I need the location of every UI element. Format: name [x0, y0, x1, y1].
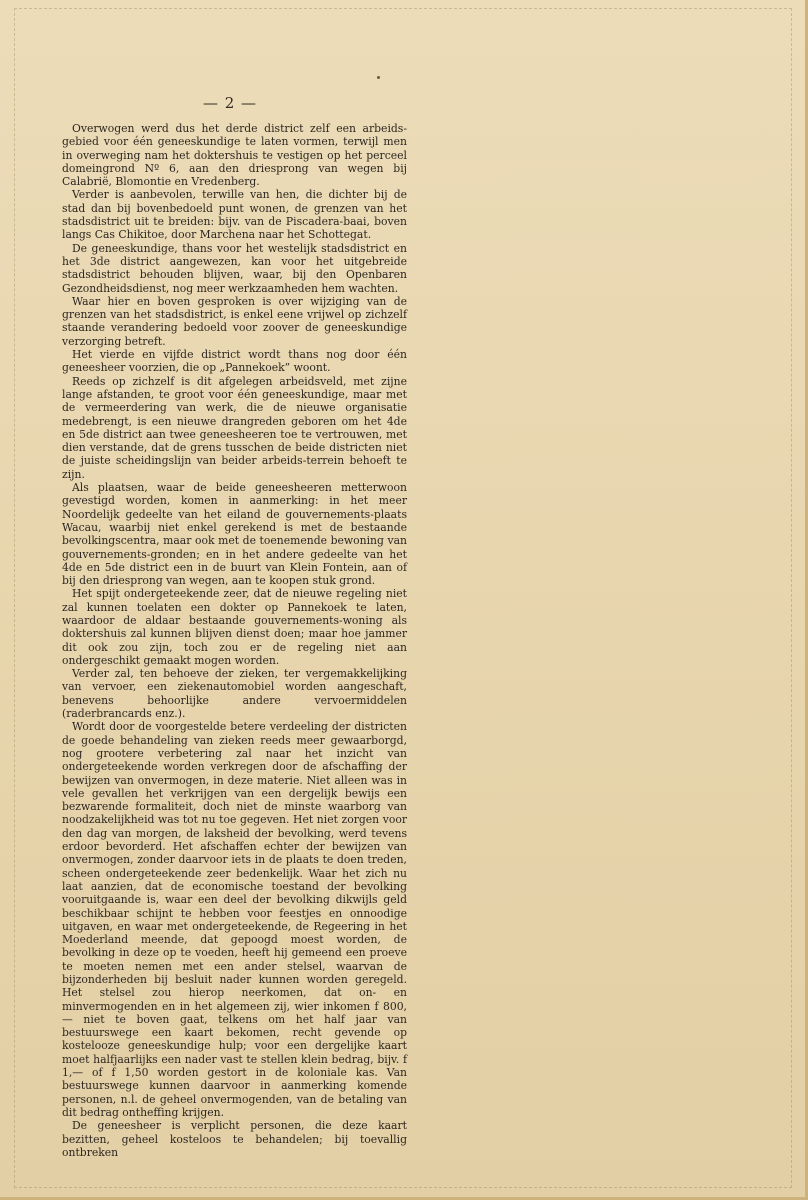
paragraph: Het vierde en vijfde district wordt thans nog door één geneesheer voorzien, die op „Pannekoek” woont.	[62, 348, 407, 375]
paragraph: Het spijt ondergeteekende zeer, dat de nieuwe regeling niet zal kunnen toelaten een dokter op Pannekoek te laten, waardoor de aldaar bestaande gouvernements-woning als doktershuis zal kunnen blijven dienst doen; maar hoe jammer dit ook zou zijn, toch zou er de regeling niet aan ondergeschikt gemaakt mogen worden.	[62, 587, 407, 667]
paragraph: De geneesheer is verplicht personen, die deze kaart bezitten, geheel kosteloos te behandelen; bij toevallig ontbreken	[62, 1119, 407, 1159]
paper-speck	[377, 76, 380, 79]
page-number: — 2 —	[202, 94, 258, 112]
paragraph: Overwogen werd dus het derde district zelf een arbeids-gebied voor één geneeskundige te laten vormen, terwijl men in overweging nam het doktershuis te vestigen op het perceel domeingrond Nº 6, aan den driesprong van wegen bij Calabrië, Blomontie en Vredenberg.	[62, 122, 407, 189]
paragraph: Reeds op zichzelf is dit afgelegen arbeidsveld, met zijne lange afstanden, te groot voor één geneeskundige, maar met de vermeerdering van werk, die de nieuwe organisatie medebrengt, is een nieuwe drangreden geboren om het 4de en 5de district aan twee geneesheeren toe te vertrouwen, met dien verstande, dat de grens tusschen de beide districten niet de juiste scheidingslijn van beider arbeids-terrein behoeft te zijn.	[62, 374, 407, 481]
body-text	[62, 122, 407, 1159]
paragraph: De geneeskundige, thans voor het westelijk stadsdistrict en het 3de district aangewezen, kan voor het uitgebreide stadsdistrict behouden blijven, waar, bij den Openbaren Gezondheidsdienst, nog meer werkzaamheden hem wachten.	[62, 241, 407, 295]
paragraph: Wordt door de voorgestelde betere verdeeling der districten de goede behandeling van zieken reeds meer gewaarborgd, nog grootere verbetering zal naar het inzicht van ondergeteekende worden verkregen door de afschaffing der bewijzen van onvermogen, in deze materie. Niet alleen was in vele gevallen het verkrijgen van een dergelijk bewijs een bezwarende formaliteit, doch niet de minste waarborg van noodzakelijkheid was tot nu toe gegeven. Het niet zorgen voor den dag van morgen, de laksheid der bevolking, werd tevens erdoor bevorderd. Het afschaffen echter der bewijzen van onvermogen, zonder daarvoor iets in de plaats te doen treden, scheen ondergeteekende zeer bedenkelijk. Waar het zich nu laat aanzien, dat de economische toestand der bevolking vooruitgaande is, waar een deel der bevolking dikwijls geld beschikbaar schijnt te hebben voor feestjes en onnoodige uitgaven, en waar met ondergeteekende, de Regeering in het Moederland meende, dat gepoogd moest worden, de bevolking in deze op te voeden, heeft hij gemeend een proeve te moeten nemen met een ander stelsel, waarvan de bijzonderheden bij besluit nader kunnen worden geregeld. Het stelsel zou hierop neerkomen, dat on- en minvermogenden en in het algemeen zij, wier inkomen f 800,— niet te boven gaat, telkens om het half jaar van bestuurswege een kaart bekomen, recht gevende op kostelooze geneeskundige hulp; voor een dergelijke kaart moet halfjaarlijks een nader vast te stellen klein bedrag, bijv. f 1,— of f 1,50 worden gestort in de koloniale kas. Van bestuurswege kunnen daarvoor in aanmerking komende personen, n.l. de geheel onvermogenden, van de betaling van dit bedrag ontheffing krijgen.	[62, 720, 407, 1119]
paragraph: Waar hier en boven gesproken is over wijziging van de grenzen van het stadsdistrict, is enkel eene vrijwel op zichzelf staande verandering bedoeld voor zoover de geneeskundige verzorging betreft.	[62, 294, 407, 348]
paragraph: Als plaatsen, waar de beide geneesheeren metterwoon gevestigd worden, komen in aanmerking: in het meer Noordelijk gedeelte van het eiland de gouvernements-plaats Wacau, waarbij niet enkel gerekend is met de bestaande bevolkingscentra, maar ook met de toenemende bewoning van gouvernements-gronden; en in het andere gedeelte van het 4de en 5de district een in de buurt van Klein Fontein, aan of bij den driesprong van wegen, aan te koopen stuk grond.	[62, 481, 407, 588]
paragraph: Verder is aanbevolen, terwille van hen, die dichter bij de stad dan bij bovenbedoeld punt wonen, de grenzen van het stadsdistrict uit te breiden: bijv. van de Piscadera-baai, boven langs Cas Chikitoe, door Marchena naar het Schottegat.	[62, 188, 407, 242]
paragraph: Verder zal, ten behoeve der zieken, ter vergemakkelijking van vervoer, een ziekenautomobiel worden aangeschaft, benevens behoorlijke andere vervoermiddelen (raderbrancards enz.).	[62, 667, 407, 721]
